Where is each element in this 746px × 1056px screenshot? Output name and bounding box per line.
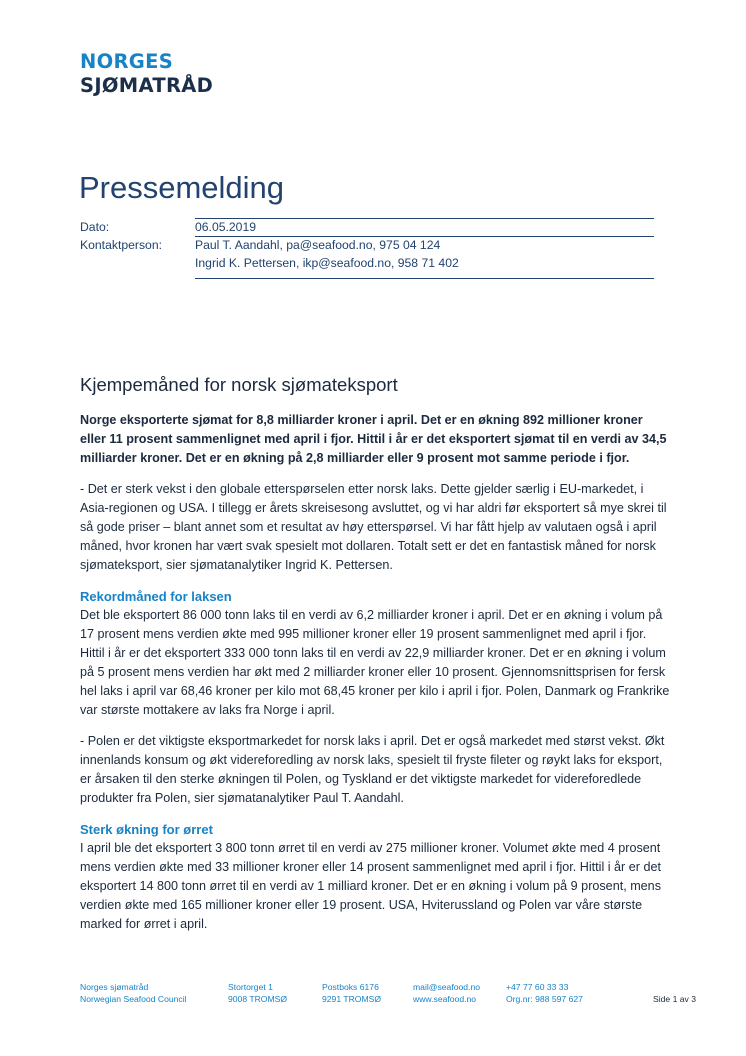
footer-orgnr: Org.nr: 988 597 627 xyxy=(506,994,583,1004)
footer-postbox-line: Postboks 6176 xyxy=(322,982,379,992)
intro-quote: - Det er sterk vekst i den globale etterspørselen etter norsk laks. Dette gjelder særlig i EU-markedet, i Asia-regionen og USA. I tillegg er årets skreisesong avsluttet, og vi har aldri før eksportert så mye skrei til så gode priser – blant annet som et resultat av høy etterspørsel. Vi har fått hjelp av valutaen også i april måned, hvor kronen har vært svak spesielt mot dollaren. Totalt sett er det en fantastisk måned for norsk sjømateksport, sier sjømatanalytiker Ingrid K. Pettersen. xyxy=(80,482,667,572)
contact-label: Kontaktperson: xyxy=(80,238,162,252)
contact-2: Ingrid K. Pettersen, ikp@seafood.no, 958 71 402 xyxy=(195,256,459,270)
salmon-heading: Rekordmåned for laksen xyxy=(80,589,232,604)
divider-bottom xyxy=(195,278,654,279)
article-body xyxy=(80,411,670,934)
page-number: Side 1 av 3 xyxy=(653,994,696,1004)
footer-phone: +47 77 60 33 33 xyxy=(506,982,569,992)
salmon-body: Det ble eksportert 86 000 tonn laks til en verdi av 6,2 milliarder kroner i april. Det er en økning i volum på 17 prosent mens verdien økte med 995 millioner kroner eller 19 prosent sammenlignet med april i fjor. Hittil i år er det eksportert 333 000 tonn laks til en verdi av 22,9 milliarder kroner. Det er en økning i volum på 5 prosent mens verdien har økt med 2 milliarder kroner eller 10 prosent. Gjennomsnittsprisen for fersk hel laks i april var 68,46 kroner per kilo mot 68,45 kroner per kilo i april i fjor. Polen, Danmark og Frankrike var største mottakere av laks fra Norge i april. xyxy=(80,608,670,717)
date-row xyxy=(80,218,654,236)
footer-org-name-en: Norwegian Seafood Council xyxy=(80,994,187,1004)
footer-address xyxy=(228,981,287,1005)
footer-street: Stortorget 1 xyxy=(228,982,273,992)
trout-body: I april ble det eksportert 3 800 tonn ørret til en verdi av 275 millioner kroner. Volumet økte med 4 prosent mens verdien økte med 33 millioner kroner eller 14 prosent sammenlignet med april i fjor. Hittil i år er det eksportert 14 800 tonn ørret til en verdi av 1 milliard kroner. Det er en økning i volum på 9 prosent, mens verdien økte med 165 millioner kroner eller 19 prosent. USA, Hviterussland og Polen var våre største marked for ørret i april. xyxy=(80,841,661,931)
footer-postbox-city: 9291 TROMSØ xyxy=(322,994,382,1004)
footer-postbox xyxy=(322,981,381,1005)
norges-sjomatrad-logo xyxy=(80,52,213,95)
contact-row-2 xyxy=(80,254,654,272)
date-label: Dato: xyxy=(80,220,110,234)
footer-org-name: Norges sjømatråd xyxy=(80,982,149,992)
footer-phone-org xyxy=(506,981,583,1005)
press-metadata xyxy=(80,218,654,272)
footer-org xyxy=(80,981,187,1005)
logo-line-1: NORGES xyxy=(80,50,174,73)
date-value: 06.05.2019 xyxy=(195,220,256,234)
article-headline: Kjempemåned for norsk sjømateksport xyxy=(80,374,398,395)
footer-city: 9008 TROMSØ xyxy=(228,994,288,1004)
footer-contact xyxy=(413,981,480,1005)
footer-email[interactable]: mail@seafood.no xyxy=(413,982,481,992)
contact-1: Paul T. Aandahl, pa@seafood.no, 975 04 124 xyxy=(195,238,441,252)
contact-row xyxy=(80,236,654,254)
footer-web[interactable]: www.seafood.no xyxy=(413,994,477,1004)
logo-line-2: SJØMATRÅD xyxy=(80,73,214,97)
salmon-quote: - Polen er det viktigste eksportmarkedet for norsk laks i april. Det er også markedet med størst vekst. Økt innenlands konsum og økt videreforedling av norsk laks, spesielt til fryste fileter og røykt laks for eksport, er årsaken til den sterke økningen til Polen, og Tyskland er det viktigste markedet for videreforedlede produkter fra Polen, sier sjømatanalytiker Paul T. Aandahl. xyxy=(80,734,665,805)
page-title: Pressemelding xyxy=(79,170,285,205)
lead-paragraph: Norge eksporterte sjømat for 8,8 milliarder kroner i april. Det er en økning 892 millioner kroner eller 11 prosent sammenlignet med april i fjor. Hittil i år er det eksportert sjømat til en verdi av 34,5 milliarder kroner. Det er en økning på 2,8 milliarder eller 9 prosent mot samme periode i fjor. xyxy=(80,413,667,465)
trout-heading: Sterk økning for ørret xyxy=(80,822,213,837)
